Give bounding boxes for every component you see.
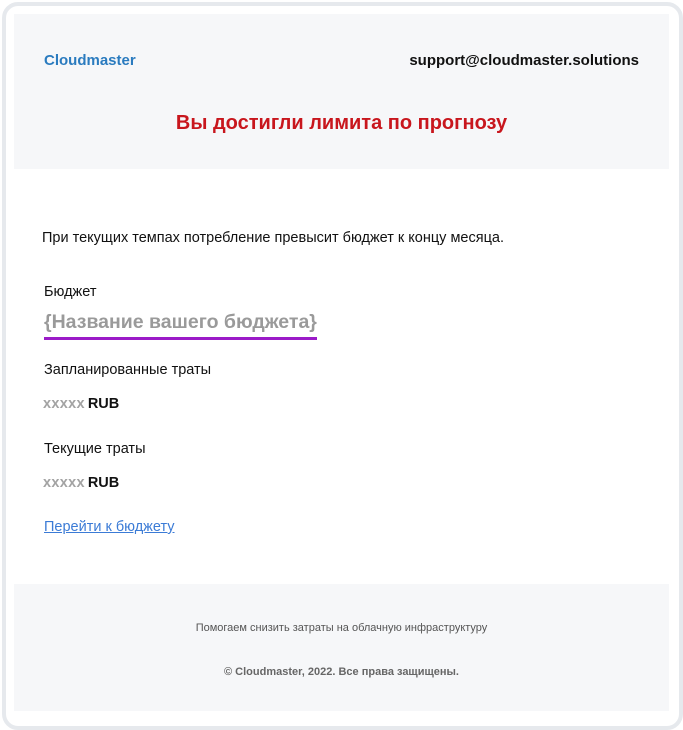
brand-name: Cloudmaster	[44, 52, 136, 69]
support-email[interactable]: support@cloudmaster.solutions	[409, 52, 639, 69]
planned-amount: xxxxx	[43, 396, 85, 412]
current-spend-value	[43, 475, 119, 491]
planned-currency: RUB	[87, 396, 120, 412]
current-currency: RUB	[87, 475, 120, 491]
email-header	[14, 14, 669, 169]
email-footer	[14, 584, 669, 711]
budget-name: {Название вашего бюджета}	[44, 311, 317, 340]
alert-title: Вы достигли лимита по прогнозу	[175, 112, 508, 134]
current-amount: xxxxx	[43, 475, 85, 491]
footer-tagline: Помогаем снизить затраты на облачную инфраструктуру	[195, 622, 488, 634]
footer-copyright: © Cloudmaster, 2022. Все права защищены.	[224, 666, 459, 678]
budget-label: Бюджет	[44, 284, 97, 300]
planned-spend-label: Запланированные траты	[44, 362, 212, 378]
intro-text: При текущих темпах потребление превысит бюджет к концу месяца.	[42, 230, 504, 246]
email-frame	[2, 2, 683, 730]
current-spend-label: Текущие траты	[44, 441, 146, 457]
planned-spend-value	[43, 396, 119, 412]
go-to-budget-link[interactable]: Перейти к бюджету	[44, 519, 175, 535]
